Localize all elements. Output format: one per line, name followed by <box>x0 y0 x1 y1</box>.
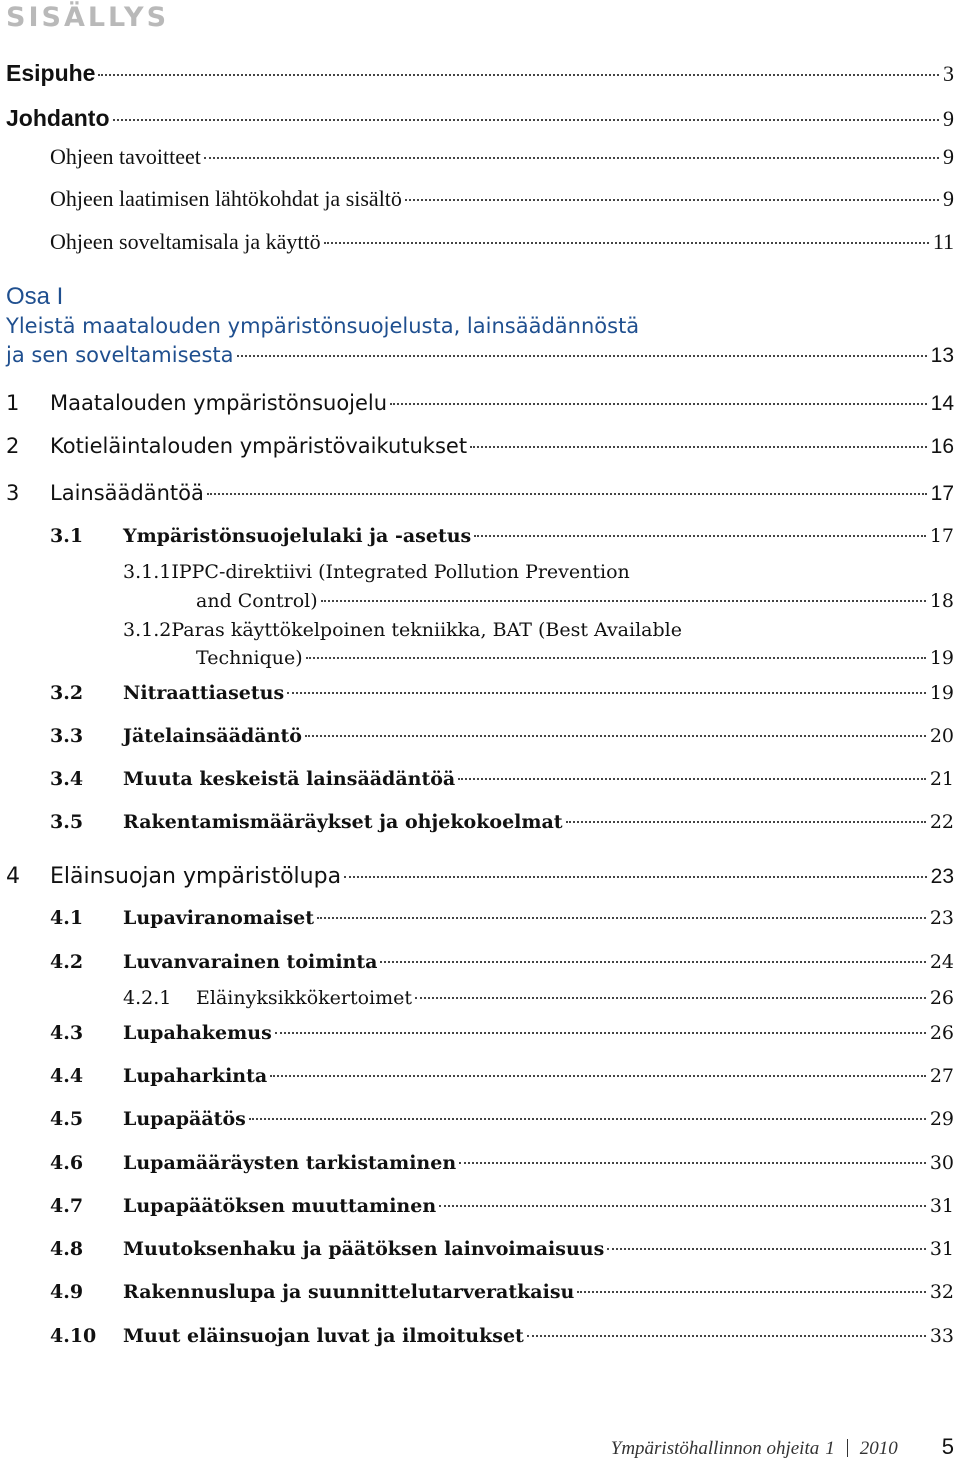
toc-entry[interactable] <box>50 725 954 747</box>
dot-leader <box>470 446 927 448</box>
toc-entry-number: 4.6 <box>50 1152 84 1174</box>
toc-entry[interactable] <box>6 60 954 87</box>
dot-leader <box>405 199 939 201</box>
toc-entry-first-line <box>123 619 682 641</box>
toc-entry-title: Lupahakemus <box>123 1022 272 1044</box>
toc-entry-page: 13 <box>930 344 954 367</box>
dot-leader <box>390 403 927 405</box>
toc-entry-page: 21 <box>929 768 954 790</box>
toc-entry-page: 14 <box>930 392 954 415</box>
toc-entry-title: Johdanto <box>6 105 110 131</box>
toc-entry-page: 33 <box>929 1325 954 1347</box>
toc-entry-title: Ohjeen tavoitteet <box>50 144 201 169</box>
toc-entry[interactable] <box>50 1281 954 1303</box>
toc-entry-number: 4.10 <box>50 1325 97 1347</box>
dot-leader <box>380 961 925 963</box>
toc-entry-title: Esipuhe <box>6 60 96 86</box>
toc-entry[interactable] <box>50 1325 954 1347</box>
toc-entry[interactable] <box>6 864 954 889</box>
toc-entry-page: 9 <box>943 106 954 131</box>
toc-entry[interactable] <box>123 987 954 1009</box>
toc-entry[interactable] <box>6 105 954 132</box>
toc-entry-page: 31 <box>929 1195 954 1217</box>
toc-entry-title: IPPC-direktiivi (Integrated Pollution Prevention <box>171 561 630 583</box>
toc-entry[interactable] <box>50 811 954 833</box>
toc-entry-page: 19 <box>929 647 954 669</box>
toc-entry-page: 26 <box>929 1022 954 1044</box>
toc-entry-title: Lupaharkinta <box>123 1065 268 1087</box>
toc-entry-page: 9 <box>943 186 954 211</box>
toc-entry-page: 20 <box>929 725 954 747</box>
toc-entry-title: Muuta keskeistä lainsäädäntöä <box>123 768 456 790</box>
part-label: Osa I <box>6 283 64 310</box>
toc-entry[interactable] <box>50 1108 954 1130</box>
toc-entry-page: 26 <box>929 987 954 1009</box>
toc-entry-number: 3.4 <box>50 768 84 790</box>
toc-entry-title: Eläinyksikkökertoimet <box>196 987 413 1009</box>
dot-leader <box>275 1032 926 1034</box>
toc-entry-title: Lupaviranomaiset <box>123 907 315 929</box>
toc-entry-title: Ohjeen soveltamisala ja käyttö <box>50 229 321 254</box>
dot-leader <box>566 821 926 823</box>
toc-entry[interactable] <box>50 951 954 973</box>
dot-leader <box>98 74 939 76</box>
toc-entry[interactable] <box>50 1065 954 1087</box>
dot-leader <box>317 917 926 919</box>
toc-entry-title: Rakentamismääräykset ja ohjekokoelmat <box>123 811 563 833</box>
toc-entry[interactable] <box>196 590 954 612</box>
toc-entry-page: 16 <box>930 435 954 458</box>
toc-entry[interactable] <box>50 1022 954 1044</box>
dot-leader <box>527 1335 926 1337</box>
dot-leader <box>249 1118 926 1120</box>
toc-entry-page: 27 <box>929 1065 954 1087</box>
toc-entry-title: Muutoksenhaku ja päätöksen lainvoimaisuus <box>123 1238 605 1260</box>
toc-entry-title: Nitraattiasetus <box>123 682 285 704</box>
toc-entry-page: 32 <box>929 1281 954 1303</box>
part-title-line: Yleistä maatalouden ympäristönsuojelusta, lainsäädännöstä <box>6 314 640 338</box>
toc-entry-page: 30 <box>929 1152 954 1174</box>
toc-entry[interactable] <box>50 682 954 704</box>
toc-entry-title: Lainsäädäntöä <box>50 481 204 505</box>
dot-leader <box>439 1205 926 1207</box>
footer-year: 2010 <box>859 1438 898 1459</box>
toc-entry[interactable] <box>50 144 954 170</box>
toc-heading: SISÄLLYS <box>6 2 170 33</box>
toc-entry-page: 11 <box>932 229 954 254</box>
toc-entry[interactable] <box>196 647 954 669</box>
dot-leader <box>237 355 927 357</box>
toc-entry-page: 23 <box>929 907 954 929</box>
toc-entry-number: 4.9 <box>50 1281 84 1303</box>
toc-entry-title: Muut eläinsuojan luvat ja ilmoitukset <box>123 1325 524 1347</box>
toc-entry-page: 17 <box>929 525 954 547</box>
toc-entry-title: Paras käyttökelpoinen tekniikka, BAT (Best Available <box>171 619 682 641</box>
dot-leader <box>113 119 940 121</box>
dot-leader <box>459 1162 926 1164</box>
dot-leader <box>577 1291 925 1293</box>
page-footer <box>610 1434 960 1459</box>
toc-entry-title-cont: and Control) <box>196 590 318 612</box>
toc-entry-number: 2 <box>6 434 20 458</box>
toc-entry-number: 4.1 <box>50 907 84 929</box>
toc-entry-number: 3.1.2 <box>123 619 172 641</box>
dot-leader <box>270 1075 926 1077</box>
page-number: 5 <box>941 1434 954 1459</box>
toc-entry-number: 3.3 <box>50 725 84 747</box>
footer-separator <box>847 1439 848 1457</box>
toc-entry[interactable] <box>50 1195 954 1217</box>
toc-entry-number: 3.1 <box>50 525 84 547</box>
toc-entry-title: Lupamääräysten tarkistaminen <box>123 1152 457 1174</box>
toc-entry-title: Maatalouden ympäristönsuojelu <box>50 391 388 415</box>
dot-leader <box>305 735 926 737</box>
toc-entry-page: 19 <box>929 682 954 704</box>
toc-entry[interactable] <box>50 229 954 255</box>
dot-leader <box>306 657 926 659</box>
toc-entry-title: Rakennuslupa ja suunnittelutarveratkaisu <box>123 1281 575 1303</box>
toc-entry-number: 3 <box>6 481 20 505</box>
toc-entry-page: 22 <box>929 811 954 833</box>
dot-leader <box>458 778 926 780</box>
dot-leader <box>204 157 939 159</box>
dot-leader <box>607 1248 926 1250</box>
toc-entry[interactable] <box>6 343 954 368</box>
dot-leader <box>287 692 926 694</box>
toc-entry[interactable] <box>50 768 954 790</box>
toc-entry-number: 4.7 <box>50 1195 84 1217</box>
toc-entry-number: 4.8 <box>50 1238 84 1260</box>
toc-entry[interactable] <box>50 186 954 212</box>
toc-entry-title: Eläinsuojan ympäristölupa <box>50 864 342 889</box>
toc-entry[interactable] <box>50 1238 954 1260</box>
toc-entry-title: Ympäristönsuojelulaki ja -asetus <box>123 525 472 547</box>
toc-entry-page: 17 <box>930 482 954 505</box>
toc-entry-page: 3 <box>943 61 954 86</box>
toc-entry-number: 4.2 <box>50 951 84 973</box>
footer-publication: Ympäristöhallinnon ohjeita <box>610 1438 820 1459</box>
part-title-line: ja sen soveltamisesta <box>6 343 234 367</box>
toc-entry-number: 4 <box>6 864 20 889</box>
toc-entry-number: 4.2.1 <box>123 987 172 1009</box>
toc-entry-title: Ohjeen laatimisen lähtökohdat ja sisältö <box>50 186 402 211</box>
toc-entry-title: Lupapäätöksen muuttaminen <box>123 1195 437 1217</box>
dot-leader <box>207 493 927 495</box>
toc-entry[interactable] <box>6 481 954 506</box>
toc-entry-page: 23 <box>930 865 954 888</box>
dot-leader <box>324 242 929 244</box>
dot-leader <box>344 876 927 878</box>
toc-entry-title: Jätelainsäädäntö <box>123 725 302 747</box>
toc-entry-number: 3.2 <box>50 682 84 704</box>
toc-entry[interactable] <box>6 391 954 416</box>
toc-entry-number: 1 <box>6 391 20 415</box>
toc-entry-page: 18 <box>929 590 954 612</box>
dot-leader <box>321 600 926 602</box>
toc-entry-title-cont: Technique) <box>196 647 303 669</box>
toc-entry-number: 3.5 <box>50 811 84 833</box>
toc-entry-title: Luvanvarainen toiminta <box>123 951 378 973</box>
toc-entry[interactable] <box>6 434 954 459</box>
toc-entry-number: 4.5 <box>50 1108 84 1130</box>
toc-entry-number: 3.1.1 <box>123 561 172 583</box>
toc-entry-title: Kotieläintalouden ympäristövaikutukset <box>50 434 468 458</box>
dot-leader <box>415 997 926 999</box>
footer-issue: 1 <box>825 1438 835 1459</box>
toc-entry[interactable] <box>50 1152 954 1174</box>
toc-entry-first-line <box>123 561 630 583</box>
dot-leader <box>474 535 926 537</box>
toc-entry-page: 31 <box>929 1238 954 1260</box>
toc-entry[interactable] <box>50 525 954 547</box>
toc-entry-page: 29 <box>929 1108 954 1130</box>
toc-entry[interactable] <box>50 907 954 929</box>
toc-entry-number: 4.3 <box>50 1022 84 1044</box>
toc-entry-page: 9 <box>943 144 954 169</box>
toc-entry-title: Lupapäätös <box>123 1108 246 1130</box>
toc-entry-page: 24 <box>929 951 954 973</box>
toc-entry-number: 4.4 <box>50 1065 84 1087</box>
